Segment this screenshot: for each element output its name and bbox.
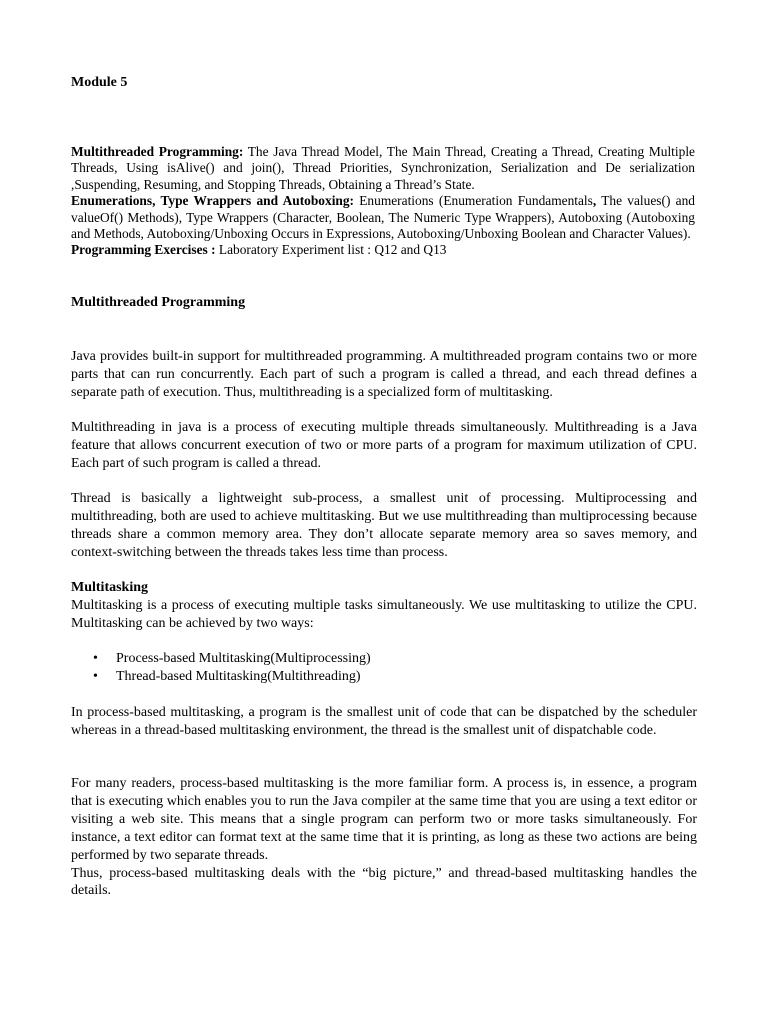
multithreaded-heading: Multithreaded Programming bbox=[71, 295, 246, 310]
syllabus-exercises-text: Laboratory Experiment list : Q12 and Q13 bbox=[215, 242, 447, 258]
syllabus-enumerations-comma: , bbox=[592, 193, 597, 209]
syllabus-exercises-label: Programming Exercises : bbox=[71, 242, 216, 258]
paragraph-multithreading: Multithreading in java is a process of executing multiple threads simultaneously. Multithreading is a Java feature that allows concurrent execution of two or more parts of a program for maximum utilization of CPU. Each part of such program is called a thread. bbox=[71, 420, 697, 471]
syllabus-multithreaded-text: The Java Thread Model, The Main Thread, Creating a Thread, Creating Multiple Threads, Using isAlive() and join(), Thread Priorities, Synchronization, Serialization and De serialization ,Suspending, Resuming, and Stopping Threads, Obtaining a Thread’s State. bbox=[71, 144, 695, 192]
syllabus-enumerations-label: Enumerations, Type Wrappers and Autoboxing: bbox=[71, 193, 355, 209]
syllabus-enumerations bbox=[71, 193, 695, 242]
paragraph-big-picture: Thus, process-based multitasking deals with the “big picture,” and thread-based multitasking handles the details. bbox=[71, 865, 697, 899]
syllabus-block bbox=[71, 144, 695, 259]
syllabus-multithreaded bbox=[71, 144, 695, 193]
bullet-icon: • bbox=[93, 668, 98, 684]
list-item bbox=[71, 650, 371, 668]
paragraph-intro: Java provides built-in support for multithreaded programming. A multithreaded program contains two or more parts that can run concurrently. Each part of such a program is called a thread, and each thread defines a separate path of execution. Thus, multithreading is a specialized form of multitasking. bbox=[71, 349, 697, 400]
paragraph-process-based: In process-based multitasking, a program is the smallest unit of code that can be dispatched by the scheduler whereas in a thread-based multitasking environment, the thread is the smallest unit of dispatchable code. bbox=[71, 705, 697, 738]
multitasking-list bbox=[71, 650, 371, 686]
list-item bbox=[71, 668, 371, 686]
multitasking-section bbox=[71, 579, 697, 633]
list-item-text: Process-based Multitasking(Multiprocessing) bbox=[116, 651, 371, 666]
list-item-text: Thread-based Multitasking(Multithreading) bbox=[116, 668, 361, 684]
syllabus-multithreaded-label: Multithreaded Programming: bbox=[71, 144, 244, 159]
multitasking-intro: Multitasking is a process of executing multiple tasks simultaneously. We use multitasking to utilize the CPU. Multitasking can be achieved by two ways: bbox=[71, 597, 697, 631]
syllabus-exercises bbox=[71, 242, 695, 258]
syllabus-enumerations-text-1: Enumerations (Enumeration Fundamentals bbox=[354, 193, 593, 209]
bullet-icon: • bbox=[93, 651, 98, 666]
paragraph-familiar: For many readers, process-based multitasking is the more familiar form. A process is, in essence, a program that is executing which enables you to run the Java compiler at the same time that you are using a text editor or visiting a web site. This means that a single program can perform two or more tasks simultaneously. For instance, a text editor can format text at the same time that it is printing, as long as these two actions are being performed by two separate threads. bbox=[71, 776, 697, 863]
multitasking-heading: Multitasking bbox=[71, 580, 149, 595]
paragraph-group-familiar bbox=[71, 775, 697, 900]
module-title: Module 5 bbox=[71, 75, 128, 90]
syllabus-enumerations-text-2: The values() and valueOf() Methods), Type Wrappers (Character, Boolean, The Numeric Type Wrappers), Autoboxing (Autoboxing and Methods, Autoboxing/Unboxing Occurs in Expressions, Autoboxing/Unboxing Boolean and Character Values). bbox=[71, 193, 695, 242]
paragraph-thread: Thread is basically a lightweight sub-process, a smallest unit of processing. Multiprocessing and multithreading, both are used to achieve multitasking. But we use multithreading than multiprocessing because threads share a common memory area. They don’t allocate separate memory area so saves memory, and context-switching between the threads takes less time than process. bbox=[71, 491, 697, 560]
